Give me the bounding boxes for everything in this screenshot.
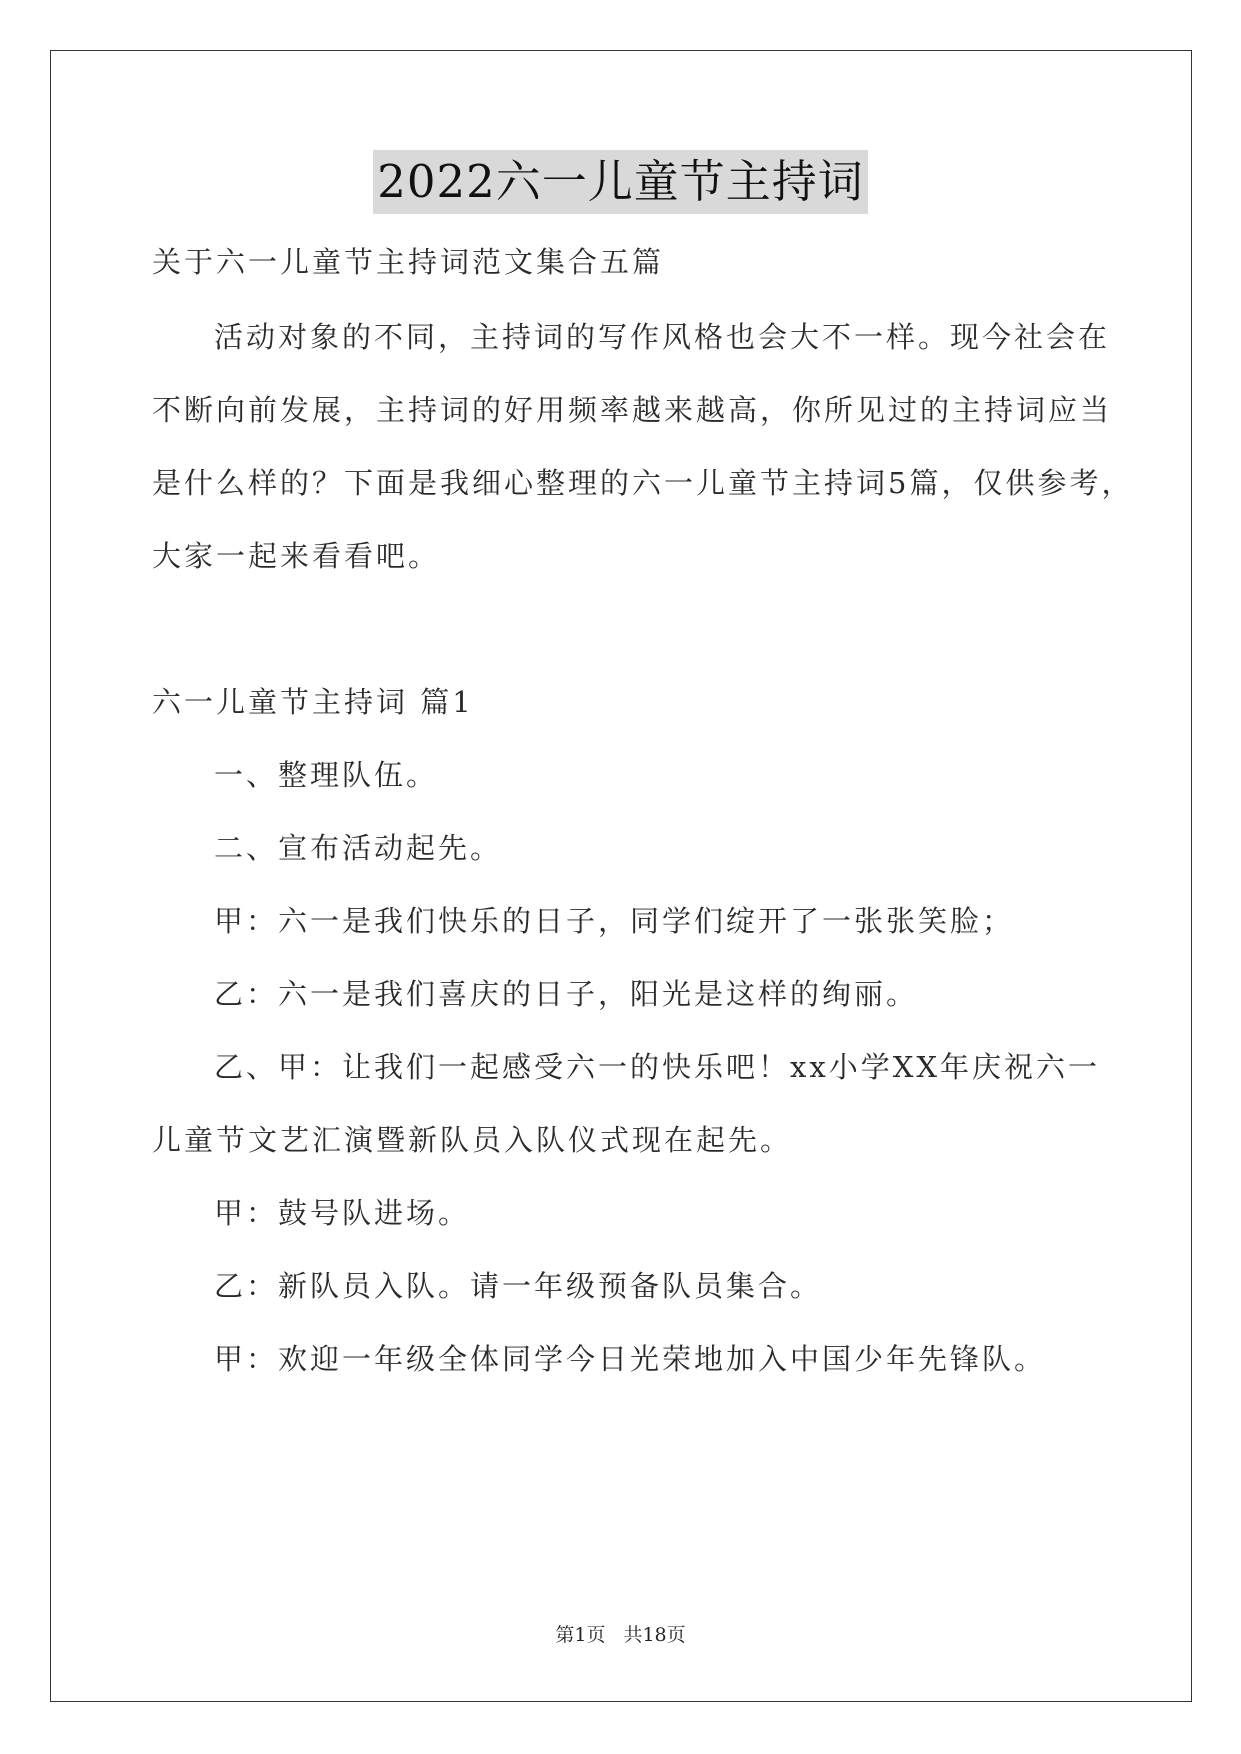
intro-line: 不断向前发展，主持词的好用频率越来越高，你所见过的主持词应当: [152, 393, 1113, 427]
body-line: 二、宣布活动起先。: [214, 831, 503, 865]
body-line: 乙、甲：让我们一起感受六一的快乐吧！xx小学XX年庆祝六一: [214, 1050, 1101, 1084]
title-container: [0, 150, 1241, 214]
document-title: 2022六一儿童节主持词: [373, 150, 868, 214]
document-subtitle: 关于六一儿童节主持词范文集合五篇: [152, 245, 665, 279]
body-line: 乙：六一是我们喜庆的日子，阳光是这样的绚丽。: [214, 977, 919, 1011]
body-line: 甲：六一是我们快乐的日子，同学们绽开了一张张笑脸；: [214, 904, 1015, 938]
body-line: 甲：鼓号队进场。: [214, 1196, 471, 1230]
page-footer: [0, 1620, 1241, 1647]
body-line: 儿童节文艺汇演暨新队员入队仪式现在起先。: [152, 1123, 793, 1157]
intro-line: 是什么样的？下面是我细心整理的六一儿童节主持词5篇，仅供参考，: [152, 466, 1134, 500]
body-line: 乙：新队员入队。请一年级预备队员集合。: [214, 1269, 823, 1303]
page-total: 共18页: [623, 1624, 686, 1646]
page-number: 第1页: [555, 1624, 606, 1646]
body-line: 一、整理队伍。: [214, 758, 439, 792]
page-border: [50, 50, 1192, 1702]
intro-line: 大家一起来看看吧。: [152, 539, 441, 573]
intro-line: 活动对象的不同，主持词的写作风格也会大不一样。现今社会在: [214, 320, 1111, 354]
body-line: 甲：欢迎一年级全体同学今日光荣地加入中国少年先锋队。: [214, 1342, 1047, 1376]
section-heading: 六一儿童节主持词 篇1: [152, 685, 474, 719]
